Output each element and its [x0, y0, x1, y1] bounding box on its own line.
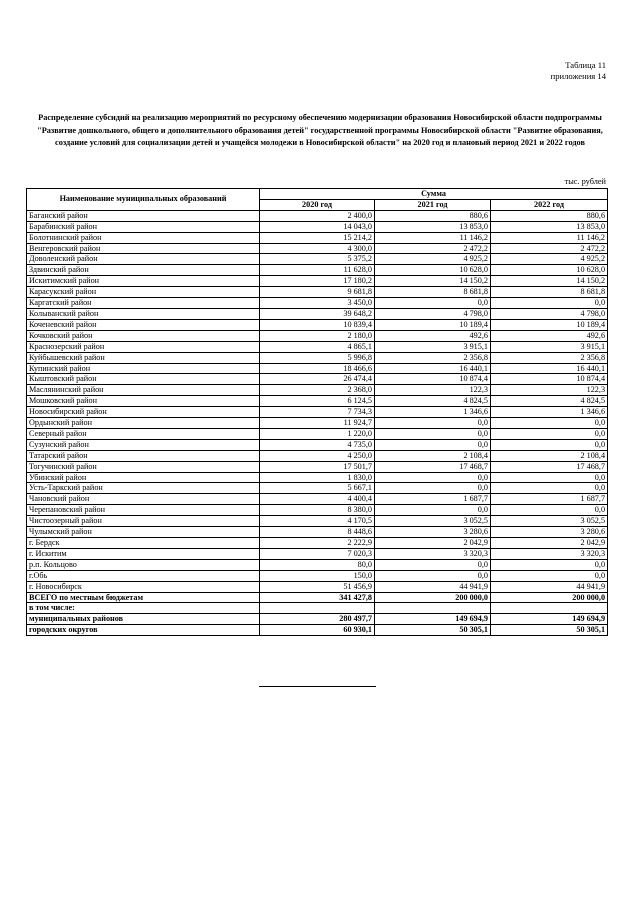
municipality-name: Новосибирский район [27, 407, 260, 418]
value-2022: 0,0 [491, 472, 608, 483]
table-row [27, 276, 608, 287]
value-2022: 200 000,0 [491, 592, 608, 603]
municipality-name: Татарский район [27, 450, 260, 461]
value-2020: 14 043,0 [260, 221, 375, 232]
municipality-name: ВСЕГО по местным бюджетам [27, 592, 260, 603]
value-2022: 2 042,9 [491, 538, 608, 549]
value-2022: 50 305,1 [491, 625, 608, 636]
value-2020: 9 681,8 [260, 287, 375, 298]
value-2020: 6 124,5 [260, 396, 375, 407]
value-2022: 14 150,2 [491, 276, 608, 287]
appendix-number: приложения 14 [550, 71, 606, 81]
value-2020: 341 427,8 [260, 592, 375, 603]
municipality-name: Сузунский район [27, 439, 260, 450]
table-row [27, 538, 608, 549]
value-2020: 2 400,0 [260, 210, 375, 221]
value-2022: 0,0 [491, 428, 608, 439]
value-2021: 0,0 [375, 428, 491, 439]
municipality-name: Куйбышевский район [27, 352, 260, 363]
value-2022: 3 280,6 [491, 527, 608, 538]
table-row [27, 559, 608, 570]
value-2020: 3 450,0 [260, 298, 375, 309]
municipality-name: Краснозерский район [27, 341, 260, 352]
value-2022: 3 915,1 [491, 341, 608, 352]
municipality-name: Тогучинский район [27, 461, 260, 472]
value-2021: 0,0 [375, 505, 491, 516]
value-2020: 4 250,0 [260, 450, 375, 461]
value-2022: 0,0 [491, 483, 608, 494]
municipality-name: Венгеровский район [27, 243, 260, 254]
value-2021: 0,0 [375, 570, 491, 581]
value-2021: 0,0 [375, 439, 491, 450]
subsidy-table [26, 188, 608, 636]
value-2022: 4 925,2 [491, 254, 608, 265]
value-2020: 17 501,7 [260, 461, 375, 472]
municipality-name: Чановский район [27, 494, 260, 505]
value-2020: 280 497,7 [260, 614, 375, 625]
value-2020: 5 996,8 [260, 352, 375, 363]
value-2021: 11 146,2 [375, 232, 491, 243]
table-row [27, 221, 608, 232]
table-row [27, 341, 608, 352]
value-2022: 0,0 [491, 559, 608, 570]
municipality-name: г.Обь [27, 570, 260, 581]
table-row [27, 494, 608, 505]
municipality-name: г. Бердск [27, 538, 260, 549]
table-row [27, 439, 608, 450]
value-2021: 3 280,6 [375, 527, 491, 538]
table-row-total [27, 614, 608, 625]
value-2020: 4 400,4 [260, 494, 375, 505]
table-row [27, 254, 608, 265]
value-2022: 44 941,9 [491, 581, 608, 592]
table-body [27, 210, 608, 635]
value-2020: 17 180,2 [260, 276, 375, 287]
municipality-name: Колыванский район [27, 308, 260, 319]
value-2021: 14 150,2 [375, 276, 491, 287]
value-2021: 10 628,0 [375, 265, 491, 276]
municipality-name: Чистоозерный район [27, 516, 260, 527]
value-2021: 17 468,7 [375, 461, 491, 472]
value-2020: 7 734,3 [260, 407, 375, 418]
table-row [27, 570, 608, 581]
value-2020: 1 220,0 [260, 428, 375, 439]
value-2022: 0,0 [491, 298, 608, 309]
table-row [27, 352, 608, 363]
table-row [27, 319, 608, 330]
value-2022: 10 628,0 [491, 265, 608, 276]
value-2020: 11 924,7 [260, 418, 375, 429]
value-2020: 5 667,1 [260, 483, 375, 494]
municipality-name: Купинский район [27, 363, 260, 374]
value-2021: 2 108,4 [375, 450, 491, 461]
municipality-name: муниципальных районов [27, 614, 260, 625]
value-2020: 1 830,0 [260, 472, 375, 483]
municipality-name: Доволенский район [27, 254, 260, 265]
value-2020: 8 448,6 [260, 527, 375, 538]
municipality-name: Кочковский район [27, 330, 260, 341]
table-row [27, 527, 608, 538]
table-row [27, 516, 608, 527]
value-2020: 2 180,0 [260, 330, 375, 341]
value-2020: 2 368,0 [260, 385, 375, 396]
value-2022: 10 189,4 [491, 319, 608, 330]
value-2021: 4 798,0 [375, 308, 491, 319]
value-2021: 3 320,3 [375, 548, 491, 559]
municipality-name: Кыштовский район [27, 374, 260, 385]
value-2022: 492,6 [491, 330, 608, 341]
table-row [27, 287, 608, 298]
table-row-total [27, 603, 608, 614]
value-2021: 4 824,5 [375, 396, 491, 407]
table-row [27, 363, 608, 374]
footer-divider [259, 686, 376, 687]
value-2021: 880,6 [375, 210, 491, 221]
value-2021: 8 681,8 [375, 287, 491, 298]
value-2021: 44 941,9 [375, 581, 491, 592]
value-2020: 18 466,6 [260, 363, 375, 374]
table-row [27, 450, 608, 461]
value-2022: 1 346,6 [491, 407, 608, 418]
value-2021: 0,0 [375, 418, 491, 429]
table-row [27, 428, 608, 439]
value-2021: 10 189,4 [375, 319, 491, 330]
value-2022: 149 694,9 [491, 614, 608, 625]
value-2022: 8 681,8 [491, 287, 608, 298]
value-2022: 10 874,4 [491, 374, 608, 385]
table-row [27, 505, 608, 516]
municipality-name: р.п. Кольцово [27, 559, 260, 570]
value-2022: 122,3 [491, 385, 608, 396]
table-row [27, 396, 608, 407]
column-header-2022: 2022 год [491, 199, 608, 210]
municipality-name: Барабинский район [27, 221, 260, 232]
table-row [27, 548, 608, 559]
municipality-name: Каргатский район [27, 298, 260, 309]
table-row [27, 472, 608, 483]
municipality-name: г. Искитим [27, 548, 260, 559]
column-header-2020: 2020 год [260, 199, 375, 210]
value-2022: 11 146,2 [491, 232, 608, 243]
column-header-name: Наименование муниципальных образований [27, 189, 260, 211]
value-2022: 0,0 [491, 439, 608, 450]
table-row [27, 243, 608, 254]
table-row [27, 298, 608, 309]
value-2020: 4 735,0 [260, 439, 375, 450]
column-header-2021: 2021 год [375, 199, 491, 210]
value-2022: 1 687,7 [491, 494, 608, 505]
municipality-name: в том числе: [27, 603, 260, 614]
municipality-name: Карасукский район [27, 287, 260, 298]
table-row [27, 265, 608, 276]
table-reference [551, 60, 606, 82]
value-2021: 0,0 [375, 483, 491, 494]
table-row [27, 232, 608, 243]
municipality-name: Баганский район [27, 210, 260, 221]
municipality-name: Маслянинский район [27, 385, 260, 396]
value-2020: 11 628,0 [260, 265, 375, 276]
municipality-name: г. Новосибирск [27, 581, 260, 592]
table-row [27, 210, 608, 221]
municipality-name: Здвинский район [27, 265, 260, 276]
value-2022: 17 468,7 [491, 461, 608, 472]
municipality-name: Ордынский район [27, 418, 260, 429]
value-2021: 492,6 [375, 330, 491, 341]
value-2021: 2 472,2 [375, 243, 491, 254]
value-2020: 4 170,5 [260, 516, 375, 527]
table-row [27, 308, 608, 319]
value-2021: 0,0 [375, 559, 491, 570]
value-2020: 39 648,2 [260, 308, 375, 319]
municipality-name: городских округов [27, 625, 260, 636]
value-2022: 2 472,2 [491, 243, 608, 254]
value-2022: 13 853,0 [491, 221, 608, 232]
value-2022 [491, 603, 608, 614]
value-2022: 4 824,5 [491, 396, 608, 407]
value-2021: 2 356,8 [375, 352, 491, 363]
value-2021: 1 687,7 [375, 494, 491, 505]
value-2020: 8 380,0 [260, 505, 375, 516]
table-row-total [27, 592, 608, 603]
municipality-name: Северный район [27, 428, 260, 439]
value-2022: 4 798,0 [491, 308, 608, 319]
value-2021: 122,3 [375, 385, 491, 396]
value-2021: 10 874,4 [375, 374, 491, 385]
table-row [27, 374, 608, 385]
table-row [27, 461, 608, 472]
value-2021: 16 440,1 [375, 363, 491, 374]
table-row [27, 581, 608, 592]
municipality-name: Коченевский район [27, 319, 260, 330]
value-2022: 16 440,1 [491, 363, 608, 374]
value-2021: 1 346,6 [375, 407, 491, 418]
table-number: Таблица 11 [565, 60, 606, 70]
value-2020: 2 222,9 [260, 538, 375, 549]
value-2020: 80,0 [260, 559, 375, 570]
value-2022: 3 320,3 [491, 548, 608, 559]
municipality-name: Болотнинский район [27, 232, 260, 243]
column-header-sum: Сумма [260, 189, 608, 200]
value-2020 [260, 603, 375, 614]
value-2021: 4 925,2 [375, 254, 491, 265]
municipality-name: Чулымский район [27, 527, 260, 538]
value-2021: 3 915,1 [375, 341, 491, 352]
value-2021: 13 853,0 [375, 221, 491, 232]
municipality-name: Усть-Таркский район [27, 483, 260, 494]
value-2022: 2 356,8 [491, 352, 608, 363]
value-2020: 150,0 [260, 570, 375, 581]
value-2020: 7 020,3 [260, 548, 375, 559]
table-row [27, 385, 608, 396]
value-2021: 2 042,9 [375, 538, 491, 549]
value-2022: 880,6 [491, 210, 608, 221]
value-2020: 26 474,4 [260, 374, 375, 385]
table-row-total [27, 625, 608, 636]
table-row [27, 483, 608, 494]
value-2021: 149 694,9 [375, 614, 491, 625]
value-2022: 0,0 [491, 570, 608, 581]
value-2022: 0,0 [491, 505, 608, 516]
value-2020: 60 930,1 [260, 625, 375, 636]
table-row [27, 407, 608, 418]
value-2022: 2 108,4 [491, 450, 608, 461]
value-2021: 200 000,0 [375, 592, 491, 603]
unit-label: тыс. рублей [564, 177, 606, 186]
document-title: Распределение субсидий на реализацию мероприятий по ресурсному обеспечению модернизации образования Новосибирской области подпрограммы "Развитие дошкольного, общего и дополнительного образования детей" государственной программы Новосибирской области "Развитие образования, создание условий для социализации детей и учащейся молодежи в Новосибирской области" на 2020 год и плановый период 2021 и 2022 годов [37, 113, 603, 148]
value-2021: 0,0 [375, 472, 491, 483]
value-2020: 51 456,9 [260, 581, 375, 592]
value-2022: 3 052,5 [491, 516, 608, 527]
value-2021: 50 305,1 [375, 625, 491, 636]
value-2021 [375, 603, 491, 614]
value-2020: 15 214,2 [260, 232, 375, 243]
value-2021: 3 052,5 [375, 516, 491, 527]
value-2022: 0,0 [491, 418, 608, 429]
value-2020: 10 839,4 [260, 319, 375, 330]
municipality-name: Искитимский район [27, 276, 260, 287]
municipality-name: Черепановский район [27, 505, 260, 516]
value-2020: 4 300,0 [260, 243, 375, 254]
municipality-name: Мошковский район [27, 396, 260, 407]
value-2020: 4 865,1 [260, 341, 375, 352]
table-row [27, 418, 608, 429]
table-row [27, 330, 608, 341]
municipality-name: Убинский район [27, 472, 260, 483]
value-2020: 5 375,2 [260, 254, 375, 265]
value-2021: 0,0 [375, 298, 491, 309]
